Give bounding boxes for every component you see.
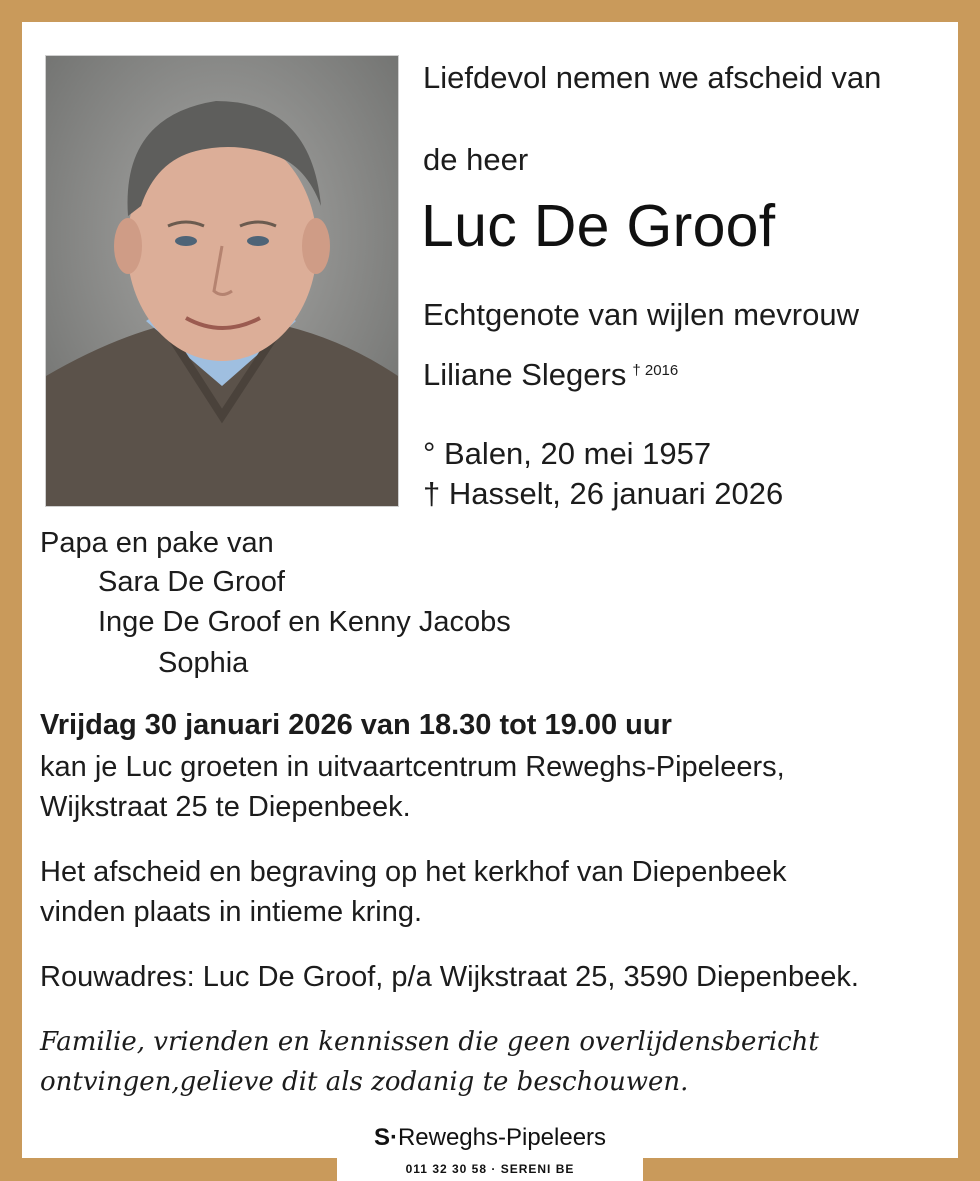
spouse-death-mark: † 2016	[632, 362, 679, 379]
visitation-line: Wijkstraat 25 te Diepenbeek.	[40, 791, 411, 823]
funeral-home-name: Reweghs-Pipeleers	[397, 1124, 607, 1151]
spouse-line	[423, 357, 678, 393]
funeral-home-brand	[337, 1124, 643, 1152]
portrait-photo	[45, 55, 399, 507]
funeral-home-contact: 011 32 30 58 · SERENI BE	[405, 1162, 575, 1176]
visitation-datetime: Vrijdag 30 januari 2026 van 18.30 tot 19.00 uur	[40, 709, 672, 741]
death-line: † Hasselt, 26 januari 2026	[423, 476, 784, 511]
spouse-intro: Echtgenote van wijlen mevrouw	[423, 297, 859, 332]
notice-note: Familie, vrienden en kennissen die geen overlijdensbericht	[40, 1027, 819, 1057]
funeral-home-footer	[337, 1118, 643, 1181]
condolence-address: Rouwadres: Luc De Groof, p/a Wijkstraat 25, 3590 Diepenbeek.	[40, 961, 859, 993]
family-member: Inge De Groof en Kenny Jacobs	[98, 606, 511, 638]
family-member: Sophia	[158, 647, 249, 679]
family-heading: Papa en pake van	[40, 527, 274, 559]
honorific: de heer	[423, 142, 529, 177]
funeral-line: vinden plaats in intieme kring.	[40, 896, 423, 928]
visitation-line: kan je Luc groeten in uitvaartcentrum Reweghs-Pipeleers,	[40, 751, 785, 783]
notice-note: ontvingen,gelieve dit als zodanig te beschouwen.	[40, 1067, 689, 1097]
funeral-home-logo: S·	[373, 1124, 398, 1151]
intro-text: Liefdevol nemen we afscheid van	[423, 60, 882, 95]
deceased-name: Luc De Groof	[421, 193, 776, 259]
family-member: Sara De Groof	[98, 566, 285, 598]
spouse-name: Liliane Slegers	[423, 357, 627, 392]
portrait-illustration	[46, 56, 398, 506]
birth-line: ° Balen, 20 mei 1957	[423, 436, 712, 471]
funeral-line: Het afscheid en begraving op het kerkhof van Diepenbeek	[40, 856, 787, 888]
